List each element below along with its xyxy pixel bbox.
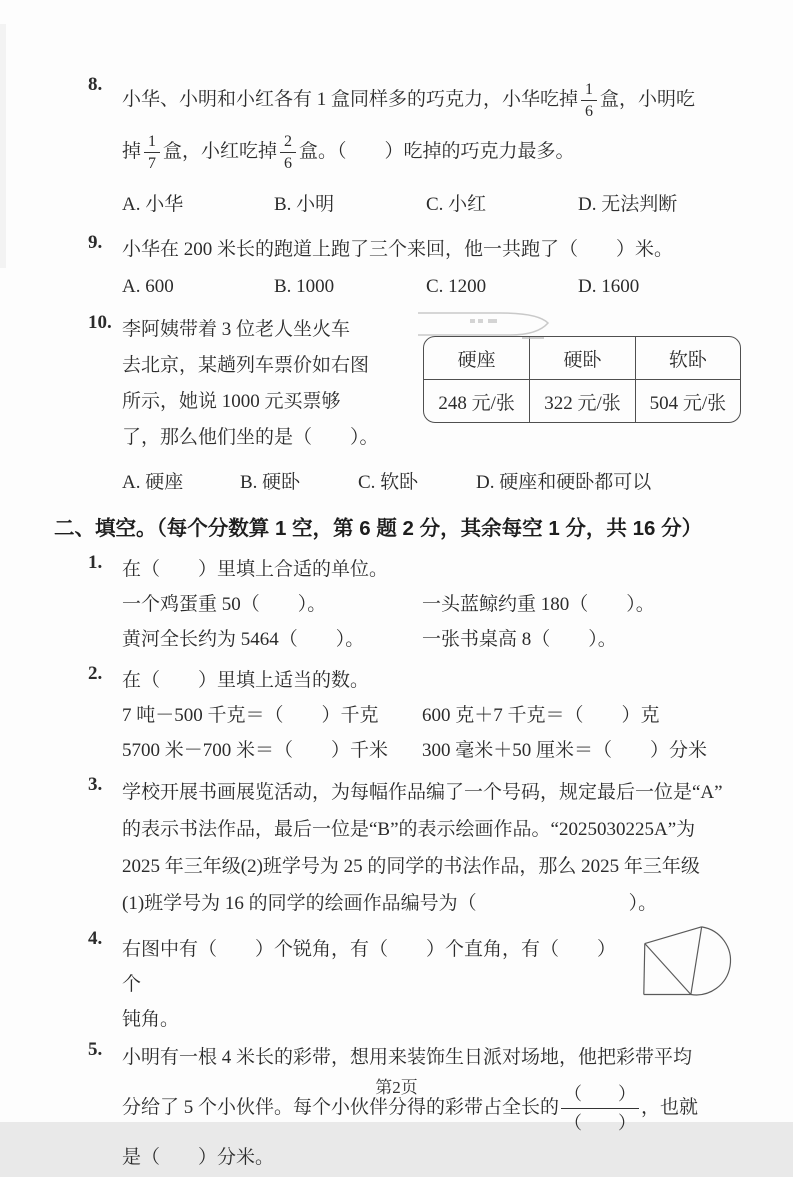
- fill-question-5: [88, 1039, 743, 1177]
- fare-value-cell: 504 元/张: [635, 379, 740, 422]
- option-b: B. 硬卧: [240, 472, 301, 493]
- scan-edge-artifact: [0, 24, 6, 268]
- fill-item: 5700 米－700 米＝（ ）千米: [122, 740, 389, 761]
- question-line: 是（ ）分米。: [122, 1147, 275, 1168]
- fare-value-cell: 248 元/张: [424, 379, 529, 422]
- question-number: 3.: [88, 774, 103, 795]
- option-a: A. 小华: [122, 194, 184, 215]
- options-row: [122, 270, 743, 304]
- fill-item: 600 克＋7 千克＝（ ）克: [422, 705, 660, 726]
- question-line: 钝角。: [122, 1009, 180, 1030]
- option-d: D. 硬座和硬卧都可以: [476, 472, 652, 493]
- fraction-1-7: $\frac{1}{7}$: [144, 132, 160, 173]
- option-a: A. 600: [122, 276, 174, 297]
- question-line: 小华、小明和小红各有 1 盒同样多的巧克力，小华吃掉 $\frac{1}{6}$ 盒，小明吃: [122, 81, 696, 121]
- question-number: 10.: [88, 312, 112, 333]
- fill-row: [122, 698, 743, 733]
- fill-row: [122, 622, 743, 657]
- question-line: 所示，她说 1000 元买票够: [122, 391, 341, 412]
- fill-item: 黄河全长约为 5464（ ）。: [122, 629, 365, 650]
- option-a: A. 硬座: [122, 472, 184, 493]
- fill-question-1: [88, 552, 743, 657]
- question-line: 李阿姨带着 3 位老人坐火车: [122, 319, 351, 340]
- fare-value-cell: 322 元/张: [529, 379, 634, 422]
- question-line: 掉 $\frac{1}{7}$ 盒，小红吃掉 $\frac{2}{6}$ 盒。（ ）吃掉的巧克力最多。: [122, 133, 575, 173]
- fare-header-cell: 软卧: [635, 337, 740, 379]
- fill-question-3: [88, 774, 743, 922]
- fare-header-cell: 硬座: [457, 350, 496, 371]
- question-10: [88, 312, 743, 500]
- question-line: 右图中有（ ）个锐角，有（ ）个直角，有（ ）个: [122, 939, 617, 995]
- question-number: 2.: [88, 663, 103, 684]
- question-line: 在（ ）里填上适当的数。: [122, 670, 370, 691]
- question-line: 小明有一根 4 米长的彩带，想用来装饰生日派对场地，他把彩带平均: [122, 1047, 693, 1068]
- fill-item: 一头蓝鲸约重 180（ ）。: [422, 594, 655, 615]
- question-line: 学校开展书画展览活动，为每幅作品编了一个号码，规定最后一位是“A”: [122, 782, 723, 803]
- question-line: 小华在 200 米长的跑道上跑了三个来回，他一共跑了（ ）米。: [122, 239, 674, 260]
- question-line: 去北京，某趟列车票价如右图: [122, 355, 370, 376]
- option-b: B. 1000: [274, 276, 335, 297]
- fill-question-2: [88, 663, 743, 768]
- question-line: 了，那么他们坐的是（ ）。: [122, 427, 379, 448]
- options-row: [122, 188, 743, 222]
- option-c: C. 小红: [426, 194, 487, 215]
- option-d: D. 无法判断: [578, 194, 678, 215]
- fill-item: 一个鸡蛋重 50（ ）。: [122, 594, 327, 615]
- option-c: C. 1200: [426, 276, 487, 297]
- fraction-blank: （ ） （ ）: [561, 1083, 639, 1134]
- options-row: [122, 466, 743, 500]
- question-line: 的表示书法作品，最后一位是“B”的表示绘画作品。“2025030225A”为: [122, 819, 696, 840]
- fill-item: 300 毫米＋50 厘米＝（ ）分米: [422, 740, 708, 761]
- geometry-figure: [629, 920, 739, 1020]
- fill-row: [122, 587, 743, 622]
- fill-row: [122, 733, 743, 768]
- fill-question-4: [88, 928, 743, 1037]
- fraction-2-6: $\frac{2}{6}$: [280, 132, 296, 173]
- fraction-1-6: $\frac{1}{6}$: [581, 80, 597, 121]
- question-number: 9.: [88, 232, 103, 253]
- question-text-block: [122, 312, 414, 456]
- question-9: [88, 232, 743, 304]
- train-icon: [418, 310, 558, 340]
- question-line: 分给了 5 个小伙伴。每个小伙伴分得的彩带占全长的 （ ） （ ） ，也就: [122, 1084, 699, 1134]
- fill-item: 7 吨－500 千克＝（ ）千克: [122, 705, 379, 726]
- question-number: 8.: [88, 74, 103, 95]
- train-fare-table: [423, 336, 741, 423]
- question-number: 4.: [88, 928, 103, 949]
- question-number: 5.: [88, 1039, 103, 1060]
- option-d: D. 1600: [578, 276, 640, 297]
- fill-item: 一张书桌高 8（ ）。: [422, 629, 617, 650]
- question-line: 2025 年三年级(2)班学号为 25 的同学的书法作品，那么 2025 年三年级: [122, 856, 700, 877]
- question-8: [88, 74, 743, 222]
- fare-header-cell: 硬卧: [529, 337, 634, 379]
- question-line: 在（ ）里填上合适的单位。: [122, 559, 389, 580]
- page-number: 第2页: [375, 1078, 418, 1097]
- question-line: (1)班学号为 16 的同学的绘画作品编号为（ ）。: [122, 893, 658, 914]
- section-2-header: 二、填空。（每个分数算 1 空，第 6 题 2 分，其余每空 1 分，共 16 分）: [54, 517, 703, 540]
- question-number: 1.: [88, 552, 103, 573]
- option-c: C. 软卧: [358, 472, 419, 493]
- option-b: B. 小明: [274, 194, 335, 215]
